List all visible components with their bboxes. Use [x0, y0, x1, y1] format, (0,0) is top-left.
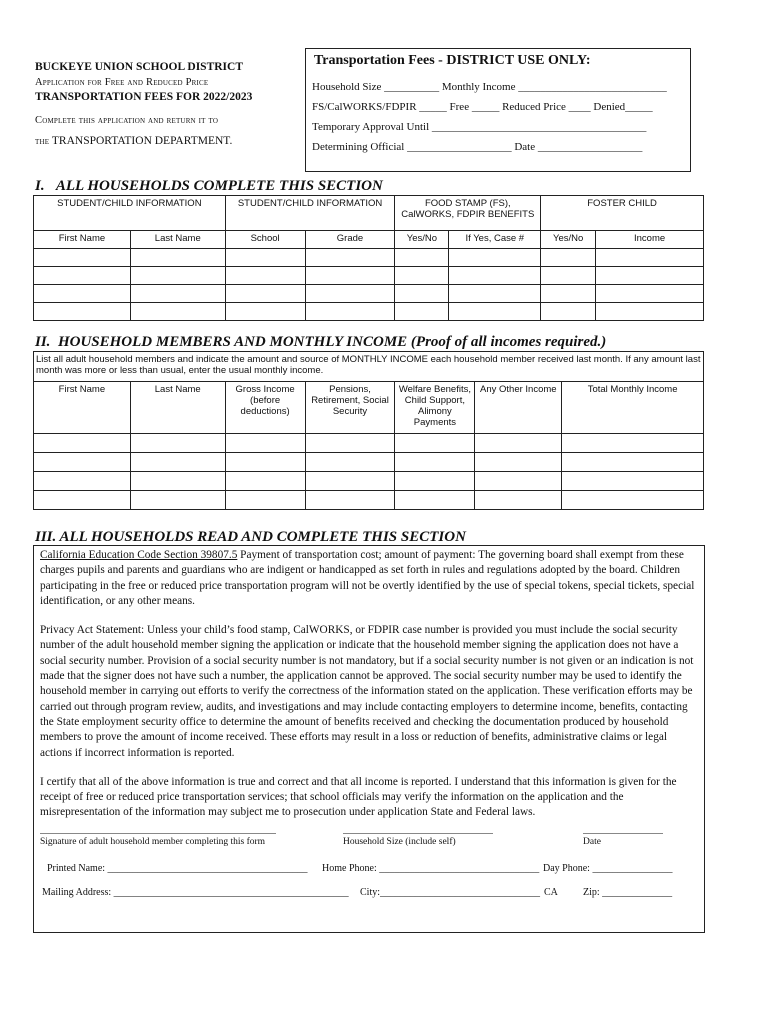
col-first-name: First Name — [34, 231, 131, 249]
education-code-paragraph: California Education Code Section 39807.5 Payment of transportation cost; amount of payment: The governing board shall exempt from these charges pupils and parents and guardians who are indigent or handicapped as set forth in rules and regulations adopted by the board. Children participating in the free or reduced price transportation program will not be overtly identified by the use of special tokens, special tickets, special identification, or any other means. — [40, 549, 695, 607]
foster-child-header: FOSTER CHILD — [541, 196, 704, 231]
col-foster-income: Income — [596, 231, 704, 249]
address-row — [40, 883, 698, 905]
col-grade: Grade — [305, 231, 395, 249]
col-school: School — [225, 231, 305, 249]
district-use-title: Transportation Fees - DISTRICT USE ONLY: — [314, 53, 591, 68]
col-total-income: Total Monthly Income — [562, 382, 704, 434]
benefits-header: FOOD STAMP (FS), CalWORKS, FDPIR BENEFITS — [395, 196, 541, 231]
section2-table — [33, 351, 704, 510]
temporary-approval-field[interactable]: Temporary Approval Until _______________________________________ — [312, 121, 647, 133]
state-label: CA — [544, 886, 558, 898]
zip-field[interactable]: Zip: ______________ — [583, 886, 673, 898]
col-foster-yes-no: Yes/No — [541, 231, 596, 249]
table-row — [34, 453, 704, 472]
department-line: the TRANSPORTATION DEPARTMENT. — [35, 135, 233, 147]
signature-label: Signature of adult household member completing this form — [40, 836, 266, 847]
application-line: Application for Free and Reduced Price — [35, 77, 209, 88]
section3-box — [33, 545, 705, 933]
col-welfare: Welfare Benefits, Child Support, Alimony Payments — [395, 382, 475, 434]
col-benefits-yes-no: Yes/No — [395, 231, 449, 249]
table-row — [34, 249, 704, 267]
mailing-address-field[interactable]: Mailing Address: _______________________________________________ — [42, 886, 349, 898]
section2-title: II. HOUSEHOLD MEMBERS AND MONTHLY INCOME (Proof of all incomes required.) — [35, 334, 607, 350]
col-gross-income: Gross Income (before deductions) — [225, 382, 305, 434]
home-phone-field[interactable]: Home Phone: ________________________________ — [322, 862, 540, 874]
col-case-number: If Yes, Case # — [449, 231, 541, 249]
day-phone-field[interactable]: Day Phone: ________________ — [543, 862, 673, 874]
col-adult-first-name: First Name — [34, 382, 131, 434]
section2-instructions: List all adult household members and indicate the amount and source of MONTHLY INCOME each household member received last month. If any amount last month was more or less than usual, enter the usual monthly income. — [34, 352, 704, 382]
household-size-line[interactable] — [343, 833, 493, 834]
col-last-name: Last Name — [130, 231, 225, 249]
table-row — [34, 434, 704, 453]
col-pensions: Pensions, Retirement, Social Security — [305, 382, 395, 434]
col-adult-last-name: Last Name — [130, 382, 225, 434]
table-row — [34, 491, 704, 510]
section1-table — [33, 195, 704, 321]
privacy-act-paragraph: Privacy Act Statement: Unless your child’s food stamp, CalWORKS, or FDPIR case number is provided you must include the social security number of the adult household member signing the application or indicate that the household member signing the application does not have a social security number. Provision of a social security number is not mandatory, but if a social security number is not given or an indication is not made that the signer does not have such a number, the application cannot be approved. The social security number may be used to identify the household member in carrying out efforts to verify the correctness of the information stated on the application. These verification efforts may be carried out through program review, audits, and investigations and may include contacting employers to determine income, benefits, contacting the State employment security office to determine the amount of benefits received and checking the documentation produced by household members to prove the amount of income received. These efforts may result in a loss or reduction of benefits, administrative claims or legal actions if incorrect information is reported. — [40, 624, 694, 759]
date-label: Date — [583, 836, 601, 847]
benefits-status-field[interactable]: FS/CalWORKS/FDPIR _____ Free _____ Reduced Price ____ Denied_____ — [312, 101, 653, 113]
household-size-label: Household Size (include self) — [343, 836, 456, 847]
date-line[interactable] — [583, 833, 663, 834]
contact-row — [40, 859, 698, 881]
table-row — [34, 285, 704, 303]
household-size-field[interactable]: Household Size __________ Monthly Income ___________________________ — [312, 81, 667, 93]
col-other-income: Any Other Income — [475, 382, 562, 434]
city-field[interactable]: City:________________________________ — [360, 886, 541, 898]
student-info-header-1: STUDENT/CHILD INFORMATION — [34, 196, 226, 231]
district-header — [35, 58, 305, 151]
student-info-header-2: STUDENT/CHILD INFORMATION — [225, 196, 395, 231]
signature-line[interactable] — [40, 833, 276, 834]
table-row — [34, 267, 704, 285]
certification-paragraph: I certify that all of the above information is true and correct and that all income is reported. I understand that this information is given for the receipt of free or reduced price transportation services; that school officials may verify the information on the application and the misrepresentation of the information may subject me to prosecution under application State and Federal laws. — [40, 775, 677, 819]
complete-instruction: Complete this application and return it to — [35, 115, 219, 126]
fees-line: TRANSPORTATION FEES FOR 2022/2023 — [35, 91, 253, 103]
determining-official-field[interactable]: Determining Official ___________________ Date ___________________ — [312, 141, 643, 153]
education-code-reference: California Education Code Section 39807.5 — [40, 549, 238, 561]
printed-name-field[interactable]: Printed Name: ________________________________________ — [47, 862, 308, 874]
table-row — [34, 472, 704, 491]
signature-row — [40, 827, 698, 857]
section3-title: III. ALL HOUSEHOLDS READ AND COMPLETE THIS SECTION — [35, 529, 466, 545]
district-name: BUCKEYE UNION SCHOOL DISTRICT — [35, 61, 244, 73]
section1-title: I. ALL HOUSEHOLDS COMPLETE THIS SECTION — [35, 178, 383, 194]
table-row — [34, 303, 704, 321]
district-use-box — [305, 48, 691, 172]
